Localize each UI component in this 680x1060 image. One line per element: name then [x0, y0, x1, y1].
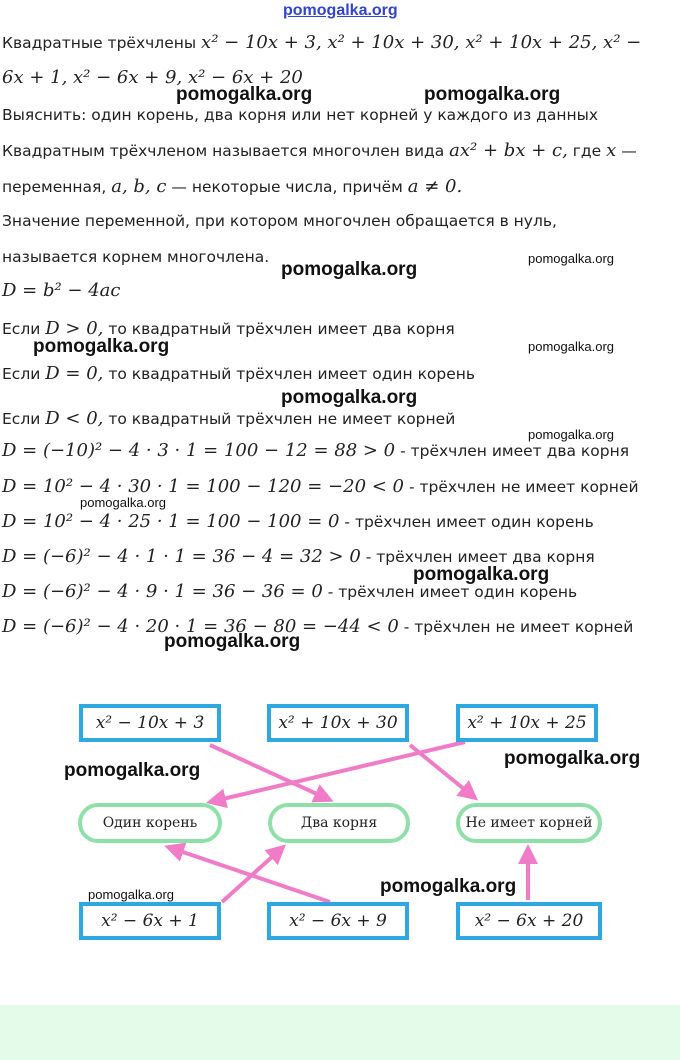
text-line-6: Значение переменной, при котором многочлен обращается в нуль,	[2, 212, 557, 230]
arrow-top3-to-one	[210, 742, 465, 802]
calc-4: D = (−6)² − 4 · 1 · 1 = 36 − 4 = 32 > 0 - трёхчлен имеет два корня	[2, 546, 595, 567]
trinomial-box-6: x² − 6x + 20	[456, 902, 602, 940]
text-line-7: называется корнем многочлена.	[2, 248, 270, 266]
text-line-4: Квадратным трёхчленом называется многочлен вида ax² + bx + c, где x —	[2, 140, 637, 161]
footer-band	[0, 1005, 680, 1060]
watermark: pomogalka.org	[504, 748, 641, 769]
watermark: pomogalka.org	[164, 631, 301, 652]
watermark: pomogalka.org	[281, 259, 418, 280]
watermark: pomogalka.org	[528, 427, 614, 442]
watermark: pomogalka.org	[281, 387, 418, 408]
watermark: pomogalka.org	[64, 760, 201, 781]
watermark: pomogalka.org	[528, 251, 614, 266]
rule-zero: Если D = 0, то квадратный трёхчлен имеет один корень	[2, 363, 476, 384]
text-line-3: Выяснить: один корень, два корня или нет корней у каждого из данных	[2, 106, 599, 124]
trinomial-box-4: x² − 6x + 1	[79, 902, 221, 940]
text-line-5: переменная, a, b, c — некоторые числа, причём a ≠ 0.	[2, 176, 463, 197]
trinomial-box-5: x² − 6x + 9	[267, 902, 409, 940]
calc-2: D = 10² − 4 · 30 · 1 = 100 − 120 = −20 < 0 - трёхчлен не имеет корней	[2, 476, 639, 497]
watermark-top[interactable]: pomogalka.org	[283, 2, 398, 19]
pill-two-roots: Два корня	[268, 803, 410, 843]
trinomial-box-1: x² − 10x + 3	[79, 704, 221, 742]
text-line-1: Квадратные трёхчлены x² − 10x + 3, x² + 10x + 30, x² + 10x + 25, x² −	[2, 32, 642, 53]
calc-6: D = (−6)² − 4 · 20 · 1 = 36 − 80 = −44 < 0 - трёхчлен не имеет корней	[2, 616, 634, 637]
trinomial-box-2: x² + 10x + 30	[267, 704, 409, 742]
pill-no-roots: Не имеет корней	[456, 803, 602, 843]
calc-3: D = 10² − 4 · 25 · 1 = 100 − 100 = 0 - трёхчлен имеет один корень	[2, 511, 594, 532]
text-line-2: 6x + 1, x² − 6x + 9, x² − 6x + 20	[2, 67, 303, 88]
calc-1: D = (−10)² − 4 · 3 · 1 = 100 − 12 = 88 > 0 - трёхчлен имеет два корня	[2, 440, 630, 461]
arrow-top1-to-two	[210, 745, 330, 800]
watermark: pomogalka.org	[33, 336, 170, 357]
trinomial-box-3: x² + 10x + 25	[456, 704, 598, 742]
watermark: pomogalka.org	[88, 887, 174, 902]
watermark: pomogalka.org	[424, 84, 561, 105]
arrow-bot2-to-one	[168, 847, 330, 902]
pill-one-root: Один корень	[78, 803, 222, 843]
watermark: pomogalka.org	[176, 84, 313, 105]
discriminant-formula: D = b² − 4ac	[2, 280, 121, 301]
watermark: pomogalka.org	[80, 495, 166, 510]
rule-negative: Если D < 0, то квадратный трёхчлен не имеет корней	[2, 408, 456, 429]
watermark: pomogalka.org	[413, 564, 550, 585]
rule-positive: Если D > 0, то квадратный трёхчлен имеет два корня	[2, 318, 455, 339]
watermark: pomogalka.org	[528, 339, 614, 354]
watermark: pomogalka.org	[380, 876, 517, 897]
calc-5: D = (−6)² − 4 · 9 · 1 = 36 − 36 = 0 - трёхчлен имеет один корень	[2, 581, 578, 602]
